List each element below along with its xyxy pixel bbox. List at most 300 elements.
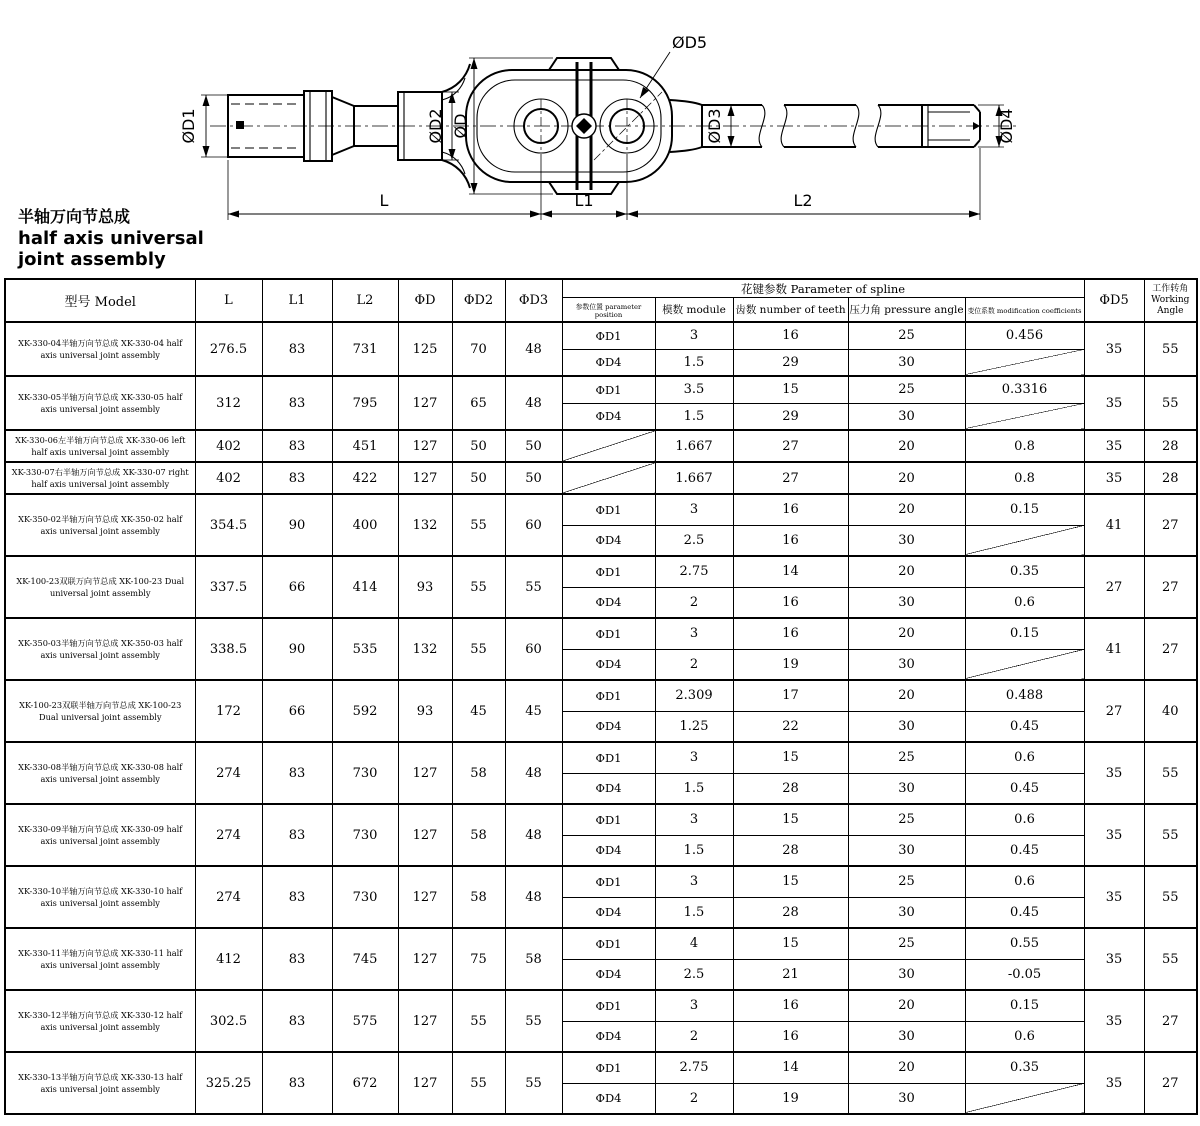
value-cell-L2: 730 — [332, 866, 398, 928]
value-cell-working-angle: 55 — [1144, 928, 1197, 990]
spec-table-body — [5, 322, 1197, 1114]
value-cell-working-angle: 27 — [1144, 618, 1197, 680]
header-D: ΦD — [398, 279, 452, 322]
value-cell-L2: 400 — [332, 494, 398, 556]
value-cell-L1: 83 — [262, 462, 332, 494]
spline-pressure-angle-cell: 30 — [848, 649, 965, 680]
value-cell-L: 354.5 — [195, 494, 262, 556]
spline-position-cell: ΦD4 — [562, 1083, 655, 1114]
spline-coefficient-cell: 0.6 — [965, 1021, 1084, 1052]
spline-coefficient-cell: 0.6 — [965, 804, 1084, 835]
value-cell-L1: 90 — [262, 494, 332, 556]
model-cell: XK-330-07右半轴万向节总成 XK-330-07 right half axis universal joint assembly — [5, 462, 195, 494]
value-cell-L: 312 — [195, 376, 262, 430]
spline-position-cell: ΦD4 — [562, 773, 655, 804]
spline-teeth-cell: 19 — [733, 1083, 848, 1114]
model-cell: XK-330-09半轴万向节总成 XK-330-09 half axis universal joint assembly — [5, 804, 195, 866]
spline-teeth-cell: 29 — [733, 349, 848, 376]
spline-coefficient-cell: 0.45 — [965, 835, 1084, 866]
value-cell-D2: 55 — [452, 494, 505, 556]
spline-pressure-angle-cell: 25 — [848, 376, 965, 403]
spline-coefficient-cell: 0.45 — [965, 711, 1084, 742]
spline-coefficient-cell: 0.15 — [965, 618, 1084, 649]
value-cell-D2: 75 — [452, 928, 505, 990]
table-row — [5, 742, 1197, 773]
spline-position-cell: ΦD1 — [562, 556, 655, 587]
value-cell-L1: 83 — [262, 742, 332, 804]
spline-module-cell: 1.25 — [655, 711, 733, 742]
spec-table — [4, 278, 1198, 1115]
table-row — [5, 322, 1197, 349]
spline-coefficient-cell: 0.6 — [965, 587, 1084, 618]
value-cell-L2: 730 — [332, 804, 398, 866]
spline-teeth-cell: 16 — [733, 494, 848, 525]
spline-coefficient-cell: 0.45 — [965, 773, 1084, 804]
spline-teeth-cell: 16 — [733, 587, 848, 618]
value-cell-D5: 35 — [1084, 804, 1144, 866]
value-cell-D3: 60 — [505, 494, 562, 556]
spline-position-cell: ΦD1 — [562, 1052, 655, 1083]
dimension-d5 — [640, 33, 707, 98]
spline-teeth-cell: 16 — [733, 618, 848, 649]
dim-label-L: L — [379, 191, 389, 210]
value-cell-L1: 83 — [262, 804, 332, 866]
spline-position-cell: ΦD1 — [562, 376, 655, 403]
model-cell: XK-330-11半轴万向节总成 XK-330-11 half axis universal joint assembly — [5, 928, 195, 990]
value-cell-D3: 58 — [505, 928, 562, 990]
value-cell-L2: 575 — [332, 990, 398, 1052]
spline-teeth-cell: 28 — [733, 773, 848, 804]
spline-coefficient-cell: 0.6 — [965, 742, 1084, 773]
table-row — [5, 618, 1197, 649]
spline-coefficient-cell — [965, 525, 1084, 556]
value-cell-D3: 55 — [505, 1052, 562, 1114]
value-cell-working-angle: 27 — [1144, 494, 1197, 556]
spline-position-cell: ΦD4 — [562, 349, 655, 376]
value-cell-D: 93 — [398, 556, 452, 618]
spline-teeth-cell: 16 — [733, 990, 848, 1021]
table-row — [5, 928, 1197, 959]
value-cell-D2: 55 — [452, 1052, 505, 1114]
value-cell-L: 274 — [195, 742, 262, 804]
dim-label-d5: ØD5 — [672, 33, 708, 52]
model-cell: XK-350-02半轴万向节总成 XK-350-02 half axis universal joint assembly — [5, 494, 195, 556]
header-L2: L2 — [332, 279, 398, 322]
spline-pressure-angle-cell: 20 — [848, 556, 965, 587]
model-cell: XK-100-23双联半轴万向节总成 XK-100-23 Dual universal joint assembly — [5, 680, 195, 742]
value-cell-L2: 422 — [332, 462, 398, 494]
table-row — [5, 866, 1197, 897]
spline-module-cell: 3 — [655, 804, 733, 835]
spline-pressure-angle-cell: 20 — [848, 1052, 965, 1083]
spline-position-cell: ΦD4 — [562, 587, 655, 618]
spline-module-cell: 2.75 — [655, 556, 733, 587]
spline-pressure-angle-cell: 30 — [848, 403, 965, 430]
spline-position-cell: ΦD4 — [562, 835, 655, 866]
spline-position-cell: ΦD1 — [562, 866, 655, 897]
spline-pressure-angle-cell: 20 — [848, 990, 965, 1021]
spline-module-cell: 1.667 — [655, 430, 733, 462]
value-cell-D3: 50 — [505, 430, 562, 462]
model-cell: XK-330-06左半轴万向节总成 XK-330-06 left half axis universal joint assembly — [5, 430, 195, 462]
model-cell: XK-330-08半轴万向节总成 XK-330-08 half axis universal joint assembly — [5, 742, 195, 804]
spline-position-cell: ΦD1 — [562, 322, 655, 349]
value-cell-D3: 48 — [505, 866, 562, 928]
spline-teeth-cell: 27 — [733, 462, 848, 494]
value-cell-L: 412 — [195, 928, 262, 990]
spline-position-cell: ΦD1 — [562, 618, 655, 649]
spline-pressure-angle-cell: 20 — [848, 618, 965, 649]
value-cell-L2: 672 — [332, 1052, 398, 1114]
spline-module-cell: 2 — [655, 1083, 733, 1114]
value-cell-D3: 48 — [505, 376, 562, 430]
value-cell-L2: 535 — [332, 618, 398, 680]
dim-label-d2: ØD2 — [426, 108, 445, 144]
spline-teeth-cell: 16 — [733, 525, 848, 556]
spline-module-cell: 3 — [655, 742, 733, 773]
value-cell-D5: 35 — [1084, 376, 1144, 430]
spline-pressure-angle-cell: 25 — [848, 742, 965, 773]
spline-teeth-cell: 19 — [733, 649, 848, 680]
spline-teeth-cell: 17 — [733, 680, 848, 711]
spline-position-cell: ΦD1 — [562, 804, 655, 835]
spline-pressure-angle-cell: 30 — [848, 349, 965, 376]
spline-position-cell — [562, 430, 655, 462]
value-cell-D2: 58 — [452, 866, 505, 928]
value-cell-D: 127 — [398, 928, 452, 990]
value-cell-D2: 45 — [452, 680, 505, 742]
spline-module-cell: 4 — [655, 928, 733, 959]
value-cell-D3: 60 — [505, 618, 562, 680]
table-row — [5, 376, 1197, 403]
value-cell-D2: 55 — [452, 990, 505, 1052]
spline-teeth-cell: 28 — [733, 897, 848, 928]
header-D2: ΦD2 — [452, 279, 505, 322]
table-row — [5, 494, 1197, 525]
spline-position-cell: ΦD1 — [562, 990, 655, 1021]
value-cell-L: 274 — [195, 804, 262, 866]
value-cell-working-angle: 55 — [1144, 376, 1197, 430]
value-cell-D5: 35 — [1084, 866, 1144, 928]
value-cell-L1: 66 — [262, 556, 332, 618]
dim-label-d4: ØD4 — [997, 108, 1016, 144]
table-row — [5, 1052, 1197, 1083]
assembly-drawing — [0, 0, 1200, 276]
spec-table-header — [5, 279, 1197, 322]
spline-module-cell: 3 — [655, 322, 733, 349]
value-cell-D5: 35 — [1084, 430, 1144, 462]
spline-coefficient-cell: -0.05 — [965, 959, 1084, 990]
value-cell-D2: 55 — [452, 556, 505, 618]
spline-position-cell: ΦD4 — [562, 649, 655, 680]
spline-coefficient-cell: 0.8 — [965, 462, 1084, 494]
header-number-of-teeth: 齿数 number of teeth — [733, 298, 848, 323]
value-cell-L1: 83 — [262, 322, 332, 376]
spline-pressure-angle-cell: 25 — [848, 322, 965, 349]
spline-position-cell: ΦD4 — [562, 959, 655, 990]
value-cell-D3: 55 — [505, 990, 562, 1052]
header-L1: L1 — [262, 279, 332, 322]
model-cell: XK-330-10半轴万向节总成 XK-330-10 half axis universal joint assembly — [5, 866, 195, 928]
value-cell-D5: 27 — [1084, 556, 1144, 618]
value-cell-D3: 55 — [505, 556, 562, 618]
value-cell-L2: 730 — [332, 742, 398, 804]
table-row — [5, 990, 1197, 1021]
spline-position-cell: ΦD1 — [562, 742, 655, 773]
spline-pressure-angle-cell: 20 — [848, 494, 965, 525]
spline-module-cell: 2.5 — [655, 525, 733, 556]
value-cell-L1: 83 — [262, 376, 332, 430]
value-cell-working-angle: 27 — [1144, 990, 1197, 1052]
value-cell-L2: 795 — [332, 376, 398, 430]
value-cell-L1: 83 — [262, 866, 332, 928]
value-cell-D: 132 — [398, 494, 452, 556]
dim-label-d1: ØD1 — [179, 108, 198, 144]
spline-module-cell: 1.5 — [655, 349, 733, 376]
drawing-title — [17, 207, 204, 270]
spline-module-cell: 1.5 — [655, 835, 733, 866]
header-D3: ΦD3 — [505, 279, 562, 322]
value-cell-D: 127 — [398, 1052, 452, 1114]
spline-coefficient-cell: 0.456 — [965, 322, 1084, 349]
value-cell-L1: 83 — [262, 928, 332, 990]
spline-position-cell: ΦD4 — [562, 711, 655, 742]
table-row — [5, 462, 1197, 494]
header-modification-coefficients: 变位系数 modification coefficients — [965, 298, 1084, 323]
header-working-angle — [1144, 279, 1197, 322]
header-pressure-angle: 压力角 pressure angle — [848, 298, 965, 323]
value-cell-D: 93 — [398, 680, 452, 742]
spline-teeth-cell: 27 — [733, 430, 848, 462]
model-cell: XK-330-12半轴万向节总成 XK-330-12 half axis universal joint assembly — [5, 990, 195, 1052]
value-cell-D: 127 — [398, 430, 452, 462]
value-cell-D: 127 — [398, 376, 452, 430]
value-cell-D5: 35 — [1084, 322, 1144, 376]
spline-module-cell: 1.5 — [655, 773, 733, 804]
spline-coefficient-cell: 0.15 — [965, 990, 1084, 1021]
value-cell-L2: 731 — [332, 322, 398, 376]
table-row — [5, 804, 1197, 835]
value-cell-D5: 35 — [1084, 742, 1144, 804]
header-L: L — [195, 279, 262, 322]
spline-module-cell: 3.5 — [655, 376, 733, 403]
spline-position-cell: ΦD1 — [562, 680, 655, 711]
spline-teeth-cell: 21 — [733, 959, 848, 990]
value-cell-working-angle: 55 — [1144, 804, 1197, 866]
spline-position-cell: ΦD1 — [562, 494, 655, 525]
spline-pressure-angle-cell: 30 — [848, 711, 965, 742]
value-cell-D3: 48 — [505, 742, 562, 804]
value-cell-D: 127 — [398, 866, 452, 928]
value-cell-D3: 48 — [505, 322, 562, 376]
spline-teeth-cell: 15 — [733, 866, 848, 897]
spline-module-cell: 3 — [655, 866, 733, 897]
drawing-title-en1: half axis universal — [18, 228, 204, 249]
value-cell-L: 274 — [195, 866, 262, 928]
spline-module-cell: 1.667 — [655, 462, 733, 494]
dim-label-d3: ØD3 — [705, 108, 724, 144]
spline-pressure-angle-cell: 25 — [848, 804, 965, 835]
spline-teeth-cell: 29 — [733, 403, 848, 430]
spline-coefficient-cell: 0.8 — [965, 430, 1084, 462]
spline-position-cell — [562, 462, 655, 494]
value-cell-D: 127 — [398, 990, 452, 1052]
value-cell-working-angle: 27 — [1144, 1052, 1197, 1114]
spline-module-cell: 2.5 — [655, 959, 733, 990]
spline-coefficient-cell: 0.3316 — [965, 376, 1084, 403]
spline-pressure-angle-cell: 30 — [848, 773, 965, 804]
spline-module-cell: 3 — [655, 618, 733, 649]
value-cell-L1: 66 — [262, 680, 332, 742]
drawing-title-en2: joint assembly — [18, 249, 166, 270]
spline-teeth-cell: 15 — [733, 376, 848, 403]
header-spline-group: 花键参数 Parameter of spline — [562, 279, 1084, 298]
spline-position-cell: ΦD4 — [562, 403, 655, 430]
spline-module-cell: 2 — [655, 587, 733, 618]
spline-pressure-angle-cell: 20 — [848, 430, 965, 462]
spline-module-cell: 2.309 — [655, 680, 733, 711]
spline-pressure-angle-cell: 30 — [848, 1021, 965, 1052]
dim-label-L2: L2 — [793, 191, 813, 210]
value-cell-L2: 592 — [332, 680, 398, 742]
value-cell-D5: 35 — [1084, 928, 1144, 990]
dim-label-L1: L1 — [574, 191, 594, 210]
spline-pressure-angle-cell: 30 — [848, 1083, 965, 1114]
value-cell-working-angle: 28 — [1144, 430, 1197, 462]
value-cell-working-angle: 55 — [1144, 866, 1197, 928]
value-cell-L2: 414 — [332, 556, 398, 618]
value-cell-D2: 65 — [452, 376, 505, 430]
spline-teeth-cell: 15 — [733, 804, 848, 835]
value-cell-working-angle: 55 — [1144, 742, 1197, 804]
spline-coefficient-cell: 0.488 — [965, 680, 1084, 711]
model-cell: XK-330-04半轴万向节总成 XK-330-04 half axis universal joint assembly — [5, 322, 195, 376]
value-cell-L2: 451 — [332, 430, 398, 462]
spline-teeth-cell: 22 — [733, 711, 848, 742]
dimension-d4 — [978, 105, 1016, 147]
value-cell-D5: 35 — [1084, 1052, 1144, 1114]
spline-coefficient-cell: 0.6 — [965, 866, 1084, 897]
value-cell-D2: 50 — [452, 462, 505, 494]
spline-pressure-angle-cell: 20 — [848, 680, 965, 711]
value-cell-L: 402 — [195, 462, 262, 494]
value-cell-working-angle: 28 — [1144, 462, 1197, 494]
value-cell-L1: 90 — [262, 618, 332, 680]
spline-teeth-cell: 14 — [733, 1052, 848, 1083]
dim-label-d: ØD — [451, 113, 470, 139]
value-cell-D2: 70 — [452, 322, 505, 376]
spline-teeth-cell: 15 — [733, 928, 848, 959]
spline-pressure-angle-cell: 30 — [848, 587, 965, 618]
value-cell-D3: 50 — [505, 462, 562, 494]
spline-module-cell: 3 — [655, 990, 733, 1021]
model-cell: XK-330-13半轴万向节总成 XK-330-13 half axis universal joint assembly — [5, 1052, 195, 1114]
spline-module-cell: 3 — [655, 494, 733, 525]
value-cell-L1: 83 — [262, 1052, 332, 1114]
spline-coefficient-cell — [965, 403, 1084, 430]
value-cell-L: 172 — [195, 680, 262, 742]
spline-coefficient-cell: 0.35 — [965, 556, 1084, 587]
value-cell-D5: 41 — [1084, 618, 1144, 680]
value-cell-D2: 58 — [452, 742, 505, 804]
value-cell-D5: 41 — [1084, 494, 1144, 556]
spline-teeth-cell: 16 — [733, 1021, 848, 1052]
spline-pressure-angle-cell: 30 — [848, 835, 965, 866]
value-cell-L: 325.25 — [195, 1052, 262, 1114]
spline-position-cell: ΦD4 — [562, 525, 655, 556]
value-cell-L: 337.5 — [195, 556, 262, 618]
spline-module-cell: 2 — [655, 1021, 733, 1052]
spline-coefficient-cell — [965, 349, 1084, 376]
spline-coefficient-cell: 0.55 — [965, 928, 1084, 959]
spline-coefficient-cell: 0.45 — [965, 897, 1084, 928]
value-cell-L1: 83 — [262, 990, 332, 1052]
spline-coefficient-cell: 0.15 — [965, 494, 1084, 525]
spline-pressure-angle-cell: 30 — [848, 959, 965, 990]
value-cell-working-angle: 55 — [1144, 322, 1197, 376]
value-cell-working-angle: 27 — [1144, 556, 1197, 618]
model-cell: XK-330-05半轴万向节总成 XK-330-05 half axis universal joint assembly — [5, 376, 195, 430]
spline-module-cell: 1.5 — [655, 897, 733, 928]
header-model: 型号 Model — [5, 279, 195, 322]
value-cell-D2: 55 — [452, 618, 505, 680]
header-parameter-position: 参数位置 parameter position — [562, 298, 655, 323]
value-cell-D: 132 — [398, 618, 452, 680]
value-cell-L: 338.5 — [195, 618, 262, 680]
value-cell-D2: 58 — [452, 804, 505, 866]
spline-coefficient-cell: 0.35 — [965, 1052, 1084, 1083]
value-cell-D5: 35 — [1084, 462, 1144, 494]
spline-position-cell: ΦD4 — [562, 897, 655, 928]
spline-module-cell: 2.75 — [655, 1052, 733, 1083]
value-cell-D2: 50 — [452, 430, 505, 462]
spline-pressure-angle-cell: 25 — [848, 928, 965, 959]
value-cell-D: 125 — [398, 322, 452, 376]
drawing-title-zh: 半轴万向节总成 — [18, 207, 131, 226]
spline-pressure-angle-cell: 30 — [848, 897, 965, 928]
value-cell-D: 127 — [398, 804, 452, 866]
value-cell-working-angle: 40 — [1144, 680, 1197, 742]
value-cell-D5: 35 — [1084, 990, 1144, 1052]
value-cell-L: 276.5 — [195, 322, 262, 376]
spline-module-cell: 2 — [655, 649, 733, 680]
header-module: 模数 module — [655, 298, 733, 323]
spline-pressure-angle-cell: 25 — [848, 866, 965, 897]
table-row — [5, 556, 1197, 587]
spline-coefficient-cell — [965, 649, 1084, 680]
spline-pressure-angle-cell: 20 — [848, 462, 965, 494]
spline-teeth-cell: 16 — [733, 322, 848, 349]
header-working-angle-zh: 工作转角 — [1152, 283, 1189, 294]
spline-position-cell: ΦD4 — [562, 1021, 655, 1052]
value-cell-L1: 83 — [262, 430, 332, 462]
value-cell-D5: 27 — [1084, 680, 1144, 742]
spline-teeth-cell: 15 — [733, 742, 848, 773]
value-cell-D3: 48 — [505, 804, 562, 866]
value-cell-D: 127 — [398, 742, 452, 804]
header-D5: ΦD5 — [1084, 279, 1144, 322]
spline-position-cell: ΦD1 — [562, 928, 655, 959]
table-row — [5, 680, 1197, 711]
value-cell-D: 127 — [398, 462, 452, 494]
value-cell-L2: 745 — [332, 928, 398, 990]
spline-teeth-cell: 28 — [733, 835, 848, 866]
value-cell-D3: 45 — [505, 680, 562, 742]
model-cell: XK-100-23双联万向节总成 XK-100-23 Dual universal joint assembly — [5, 556, 195, 618]
table-row — [5, 430, 1197, 462]
header-working-angle-en: Working Angle — [1151, 294, 1190, 317]
spline-pressure-angle-cell: 30 — [848, 525, 965, 556]
